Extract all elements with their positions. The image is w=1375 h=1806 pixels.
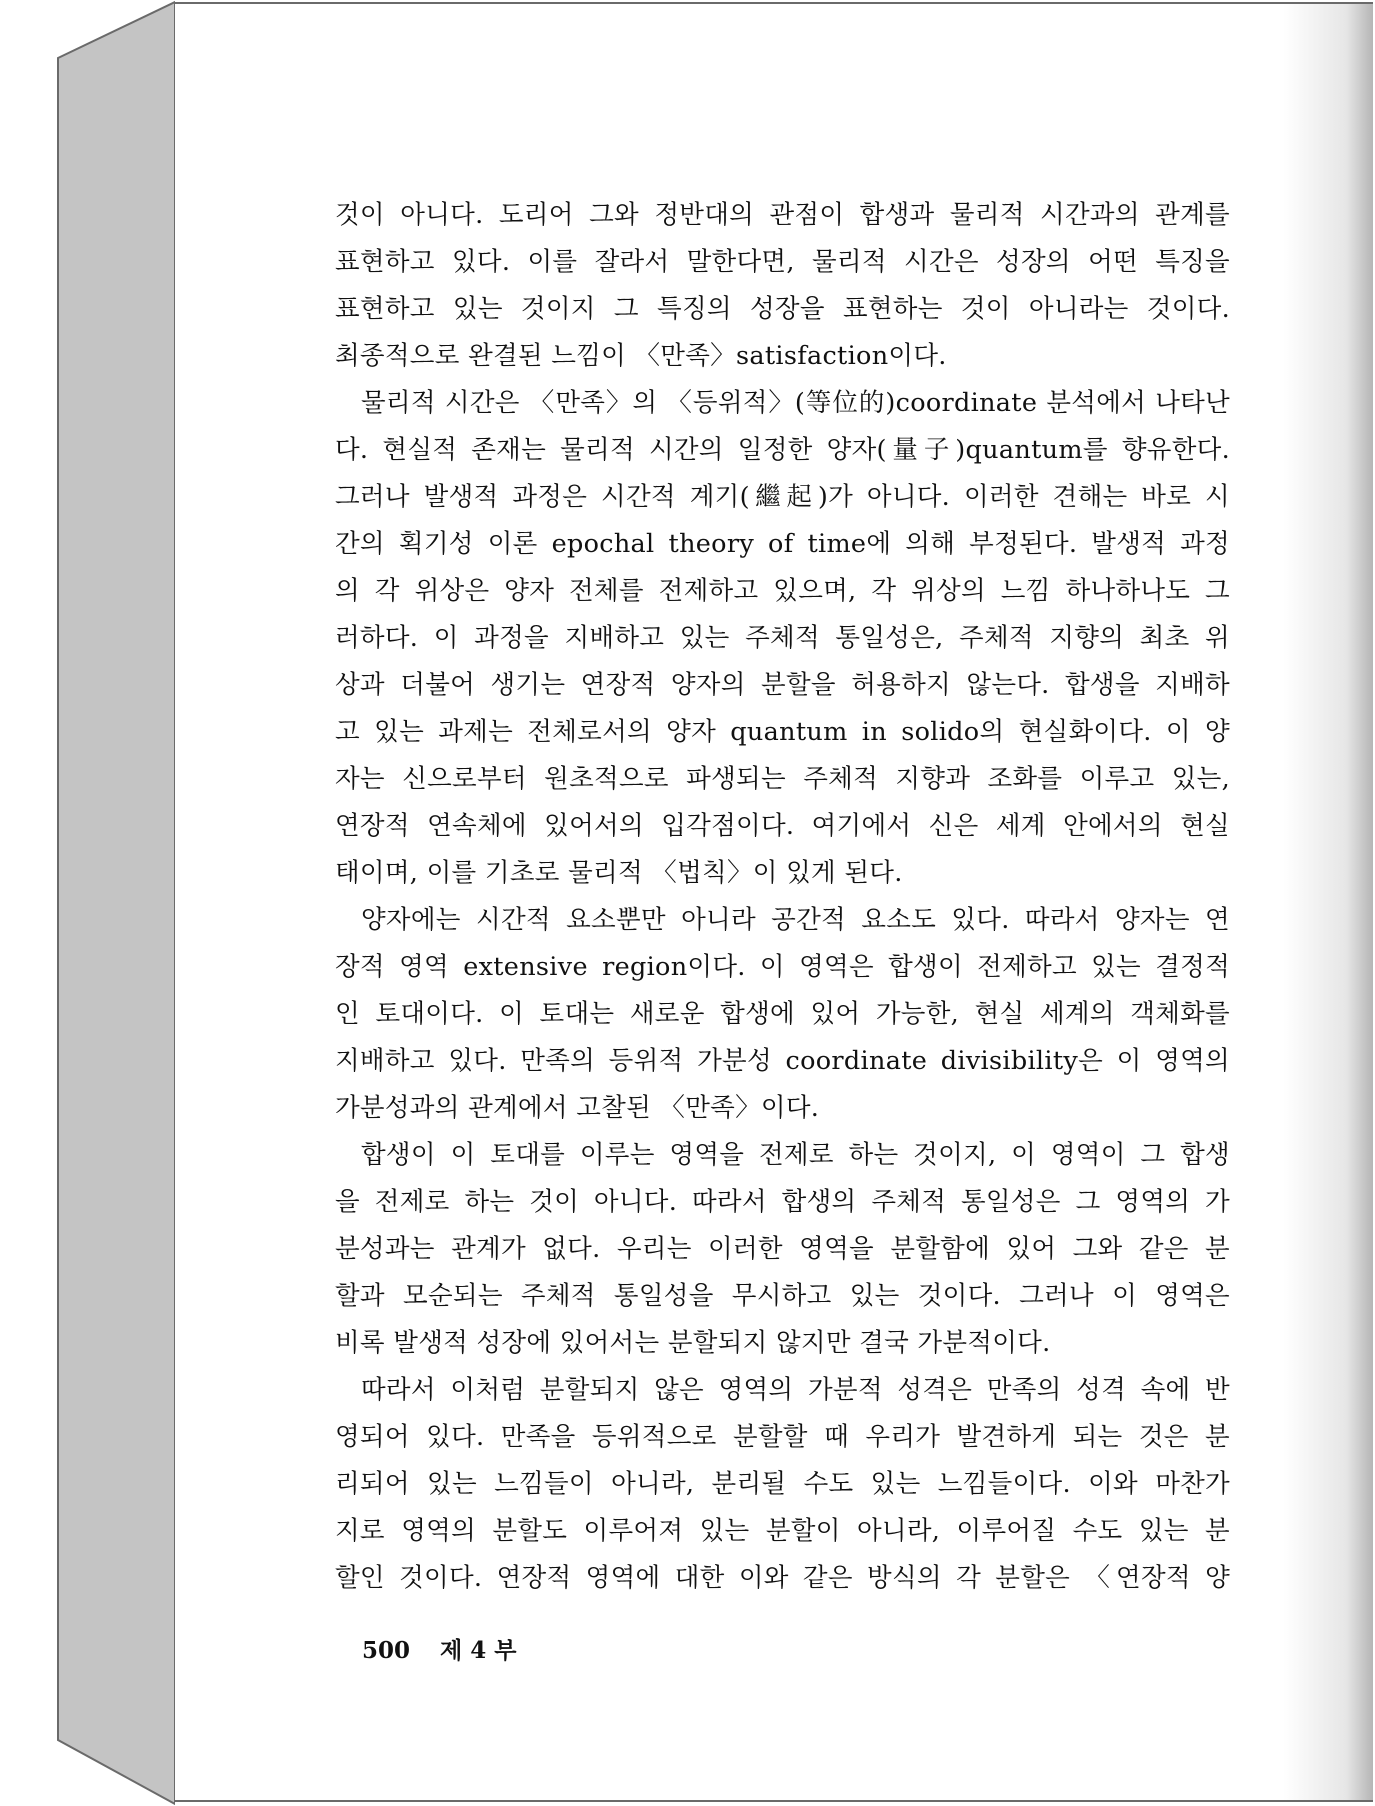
text-line: 영되어 있다. 만족을 등위적으로 분할할 때 우리가 발견하게 되는 것은 분 — [335, 1422, 1230, 1452]
text-line: 간의 획기성 이론 epochal theory of time에 의해 부정된다. 발생적 과정 — [335, 529, 1230, 559]
text-line: 인 토대이다. 이 토대는 새로운 합생에 있어 가능한, 현실 세계의 객체화를 — [335, 999, 1230, 1029]
text-line: 비록 발생적 성장에 있어서는 분할되지 않지만 결국 가분적이다. — [335, 1328, 1051, 1358]
page-footer — [362, 1632, 539, 1665]
text-line: 고 있는 과제는 전체로서의 양자 quantum in solido의 현실화이다. 이 양 — [335, 717, 1230, 747]
text-line: 최종적으로 완결된 느낌이 〈만족〉satisfaction이다. — [335, 341, 947, 371]
text-line: 표현하고 있다. 이를 잘라서 말한다면, 물리적 시간은 성장의 어떤 특징을 — [335, 247, 1230, 277]
text-line: 분성과는 관계가 없다. 우리는 이러한 영역을 분할함에 있어 그와 같은 분 — [335, 1234, 1230, 1264]
text-line: 할인 것이다. 연장적 영역에 대한 이와 같은 방식의 각 분할은 〈연장적 양 — [335, 1563, 1230, 1593]
text-line: 다. 현실적 존재는 물리적 시간의 일정한 양자(量子)quantum를 향유한다. — [335, 435, 1230, 465]
text-line: 표현하고 있는 것이지 그 특징의 성장을 표현하는 것이 아니라는 것이다. — [335, 294, 1230, 324]
page-body-text — [335, 192, 1230, 1602]
text-line: 지로 영역의 분할도 이루어져 있는 분할이 아니라, 이루어질 수도 있는 분 — [335, 1516, 1230, 1546]
book-spine — [0, 0, 175, 1806]
text-line: 가분성과의 관계에서 고찰된 〈만족〉이다. — [335, 1093, 820, 1123]
text-line: 을 전제로 하는 것이 아니다. 따라서 합생의 주체적 통일성은 그 영역의 가 — [335, 1187, 1230, 1217]
text-line: 러하다. 이 과정을 지배하고 있는 주체적 통일성은, 주체적 지향의 최초 위 — [335, 623, 1230, 653]
text-line: 지배하고 있다. 만족의 등위적 가분성 coordinate divisibility은 이 영역의 — [335, 1046, 1230, 1076]
text-line: 연장적 연속체에 있어서의 입각점이다. 여기에서 신은 세계 안에서의 현실 — [335, 811, 1230, 841]
text-line: 태이며, 이를 기초로 물리적 〈법칙〉이 있게 된다. — [335, 858, 903, 888]
text-line: 물리적 시간은 〈만족〉의 〈등위적〉(等位的)coordinate 분석에서 나타난 — [361, 388, 1230, 418]
text-line: 그러나 발생적 과정은 시간적 계기(繼起)가 아니다. 이러한 견해는 바로 시 — [335, 482, 1230, 512]
text-line: 상과 더불어 생기는 연장적 양자의 분할을 허용하지 않는다. 합생을 지배하 — [335, 670, 1230, 700]
text-line: 의 각 위상은 양자 전체를 전제하고 있으며, 각 위상의 느낌 하나하나도 그 — [335, 576, 1230, 606]
text-line: 따라서 이처럼 분할되지 않은 영역의 가분적 성격은 만족의 성격 속에 반 — [361, 1375, 1230, 1405]
text-line: 할과 모순되는 주체적 통일성을 무시하고 있는 것이다. 그러나 이 영역은 — [335, 1281, 1230, 1311]
text-line: 자는 신으로부터 원초적으로 파생되는 주체적 지향과 조화를 이루고 있는, — [335, 764, 1230, 794]
part-label: 제 4 부 — [440, 1637, 517, 1664]
text-line: 양자에는 시간적 요소뿐만 아니라 공간적 요소도 있다. 따라서 양자는 연 — [361, 905, 1230, 935]
text-line: 것이 아니다. 도리어 그와 정반대의 관점이 합생과 물리적 시간과의 관계를 — [335, 200, 1230, 230]
text-line: 장적 영역 extensive region이다. 이 영역은 합생이 전제하고 있는 결정적 — [335, 952, 1230, 982]
text-line: 리되어 있는 느낌들이 아니라, 분리될 수도 있는 느낌들이다. 이와 마찬가 — [335, 1469, 1230, 1499]
page-edge-shadow — [1283, 4, 1373, 1800]
text-line: 합생이 이 토대를 이루는 영역을 전제로 하는 것이지, 이 영역이 그 합생 — [361, 1140, 1230, 1170]
page-number: 500 — [362, 1637, 411, 1664]
book-page — [175, 2, 1373, 1802]
